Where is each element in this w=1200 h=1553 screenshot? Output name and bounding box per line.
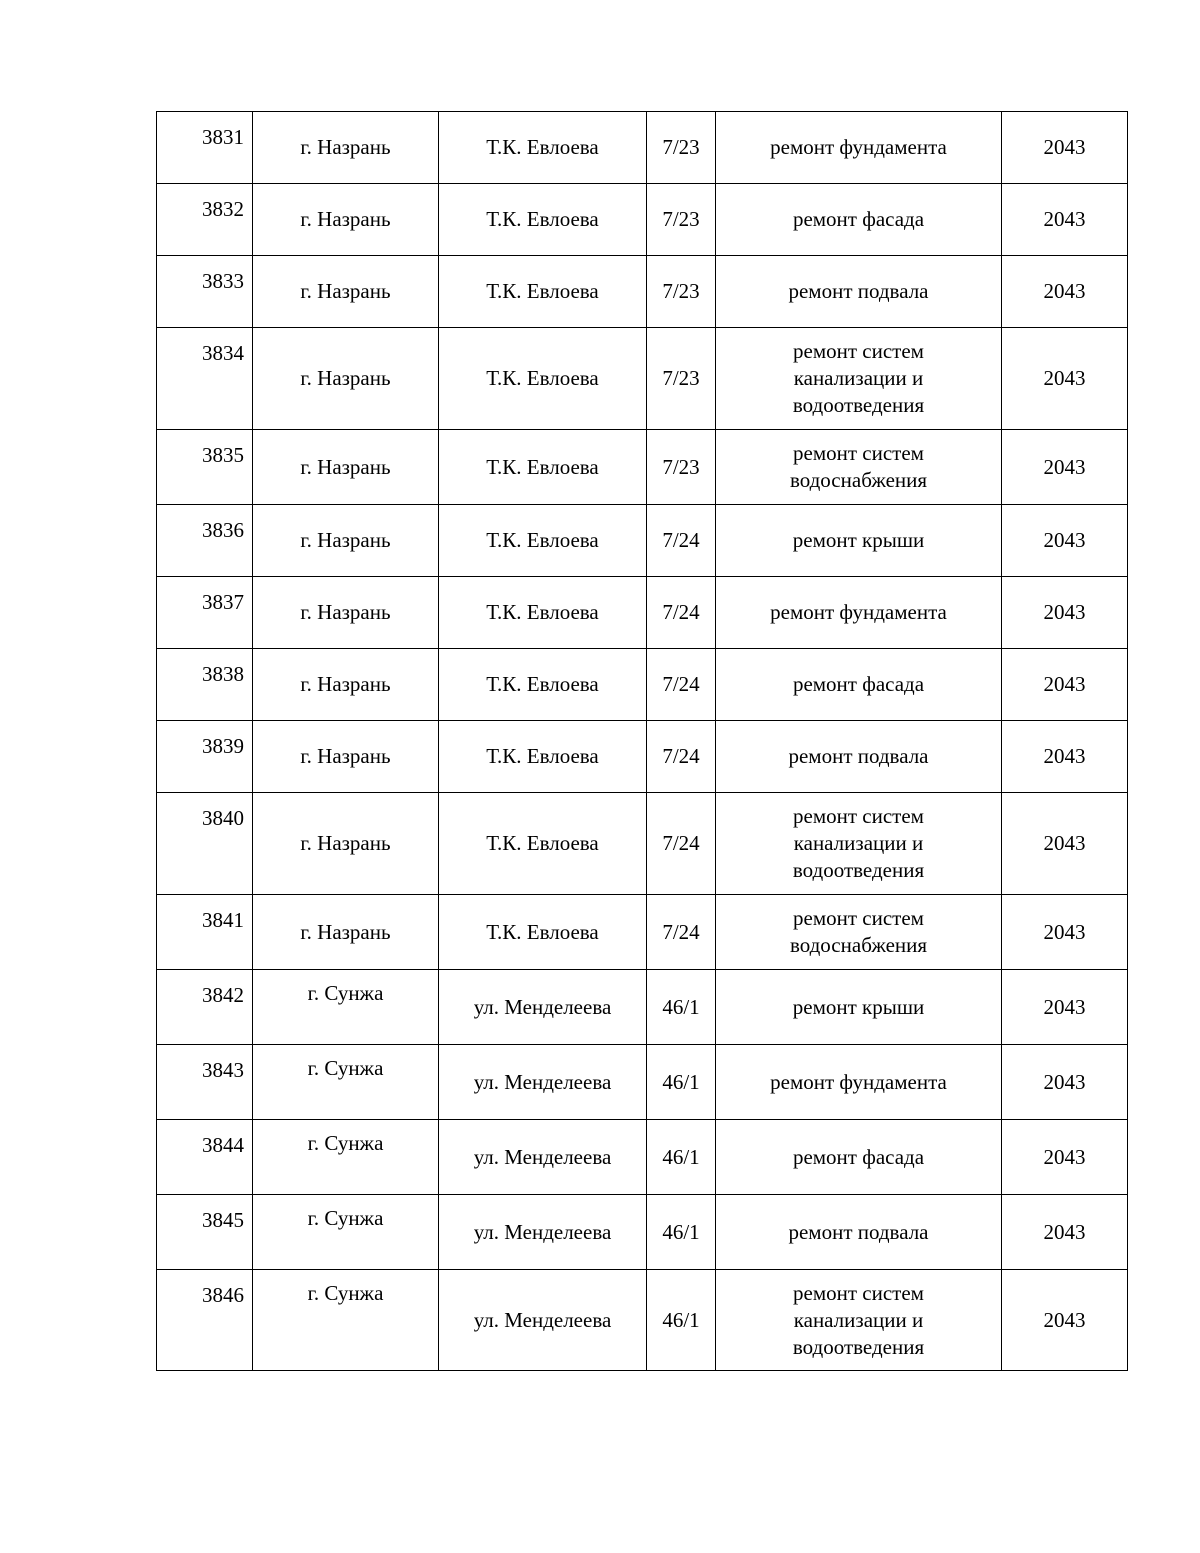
city-cell xyxy=(253,184,439,256)
house-number-cell-text: 46/1 xyxy=(662,1219,700,1244)
street-cell xyxy=(439,649,647,721)
city-cell-text: г. Назрань xyxy=(300,744,391,768)
house-number-cell xyxy=(647,328,716,430)
year-cell xyxy=(1002,649,1128,721)
city-cell-text: г. Сунжа xyxy=(307,1056,384,1080)
street-cell-text: Т.К. Евлоева xyxy=(486,744,599,768)
work-type-cell xyxy=(716,1270,1002,1371)
city-cell-text: г. Назрань xyxy=(300,279,391,303)
year-cell-text: 2043 xyxy=(1043,528,1086,552)
work-type-cell-text: ремонт фасада xyxy=(792,1144,925,1169)
row-number-text: 3833 xyxy=(202,269,244,293)
work-type-cell xyxy=(716,1045,1002,1120)
year-cell xyxy=(1002,328,1128,430)
table-row xyxy=(157,1120,1128,1195)
work-type-cell xyxy=(716,577,1002,649)
city-cell-text: г. Назрань xyxy=(300,528,391,552)
repair-schedule-table xyxy=(156,111,1128,1371)
street-cell-text: Т.К. Евлоева xyxy=(486,528,599,552)
row-number xyxy=(157,577,253,649)
work-type-cell xyxy=(716,895,1002,970)
house-number-cell xyxy=(647,256,716,328)
work-type-cell xyxy=(716,721,1002,793)
house-number-cell xyxy=(647,649,716,721)
table-row xyxy=(157,184,1128,256)
row-number-text: 3839 xyxy=(202,734,244,758)
year-cell xyxy=(1002,1120,1128,1195)
street-cell xyxy=(439,895,647,970)
year-cell-text: 2043 xyxy=(1043,1069,1086,1094)
year-cell xyxy=(1002,970,1128,1045)
street-cell-text: Т.К. Евлоева xyxy=(486,831,599,855)
table-row xyxy=(157,1195,1128,1270)
city-cell xyxy=(253,793,439,895)
year-cell xyxy=(1002,577,1128,649)
year-cell-text: 2043 xyxy=(1043,919,1086,944)
year-cell xyxy=(1002,430,1128,505)
row-number xyxy=(157,1045,253,1120)
house-number-cell-text: 7/24 xyxy=(662,528,700,552)
city-cell xyxy=(253,328,439,430)
work-type-cell xyxy=(716,112,1002,184)
row-number-text: 3837 xyxy=(202,590,244,614)
street-cell-text: Т.К. Евлоева xyxy=(486,279,599,303)
row-number-text: 3831 xyxy=(202,125,244,149)
house-number-cell-text: 7/23 xyxy=(662,279,700,303)
street-cell xyxy=(439,1045,647,1120)
row-number-text: 3844 xyxy=(202,1133,244,1157)
row-number xyxy=(157,1120,253,1195)
street-cell-text: ул. Менделеева xyxy=(473,1307,612,1332)
year-cell xyxy=(1002,895,1128,970)
row-number-text: 3843 xyxy=(202,1058,244,1082)
street-cell-text: Т.К. Евлоева xyxy=(486,454,599,479)
city-cell xyxy=(253,505,439,577)
city-cell xyxy=(253,1270,439,1371)
work-type-cell xyxy=(716,328,1002,430)
row-number xyxy=(157,430,253,505)
row-number-text: 3845 xyxy=(202,1208,244,1232)
street-cell-text: Т.К. Евлоева xyxy=(486,600,599,624)
city-cell xyxy=(253,577,439,649)
street-cell xyxy=(439,112,647,184)
house-number-cell-text: 7/23 xyxy=(662,454,700,479)
work-type-cell xyxy=(716,970,1002,1045)
house-number-cell xyxy=(647,1195,716,1270)
work-type-cell-text: ремонт фасада xyxy=(792,207,925,231)
street-cell-text: ул. Менделеева xyxy=(473,1219,612,1244)
house-number-cell xyxy=(647,430,716,505)
row-number-text: 3838 xyxy=(202,662,244,686)
year-cell-text: 2043 xyxy=(1043,744,1086,768)
row-number-text: 3835 xyxy=(202,443,244,467)
year-cell xyxy=(1002,1270,1128,1371)
year-cell xyxy=(1002,1045,1128,1120)
street-cell xyxy=(439,1120,647,1195)
row-number-text: 3842 xyxy=(202,983,244,1007)
street-cell-text: ул. Менделеева xyxy=(473,994,612,1019)
house-number-cell-text: 46/1 xyxy=(662,1144,700,1169)
year-cell xyxy=(1002,505,1128,577)
street-cell xyxy=(439,1270,647,1371)
house-number-cell-text: 7/24 xyxy=(662,744,700,768)
table-row xyxy=(157,970,1128,1045)
table-row xyxy=(157,505,1128,577)
table-row xyxy=(157,1270,1128,1371)
house-number-cell xyxy=(647,721,716,793)
table-row xyxy=(157,1045,1128,1120)
table-body xyxy=(157,112,1128,1371)
work-type-cell-text: ремонт подвала xyxy=(788,744,929,768)
row-number xyxy=(157,970,253,1045)
city-cell xyxy=(253,430,439,505)
house-number-cell xyxy=(647,577,716,649)
work-type-cell xyxy=(716,430,1002,505)
row-number-text: 3836 xyxy=(202,518,244,542)
work-type-cell-text: ремонт подвала xyxy=(788,1219,929,1244)
city-cell-text: г. Назрань xyxy=(300,207,391,231)
house-number-cell-text: 46/1 xyxy=(662,1307,700,1332)
work-type-cell xyxy=(716,256,1002,328)
house-number-cell-text: 7/23 xyxy=(662,207,700,231)
table-row xyxy=(157,895,1128,970)
year-cell-text: 2043 xyxy=(1043,135,1086,159)
year-cell-text: 2043 xyxy=(1043,1144,1086,1169)
row-number xyxy=(157,328,253,430)
street-cell xyxy=(439,328,647,430)
year-cell xyxy=(1002,721,1128,793)
row-number xyxy=(157,895,253,970)
year-cell xyxy=(1002,184,1128,256)
work-type-cell xyxy=(716,184,1002,256)
year-cell xyxy=(1002,793,1128,895)
row-number-text: 3834 xyxy=(202,341,244,365)
house-number-cell-text: 7/24 xyxy=(662,600,700,624)
city-cell xyxy=(253,721,439,793)
row-number xyxy=(157,184,253,256)
work-type-cell xyxy=(716,793,1002,895)
year-cell-text: 2043 xyxy=(1043,366,1086,390)
work-type-cell-text: ремонт фасада xyxy=(792,672,925,696)
city-cell-text: г. Назрань xyxy=(300,454,391,479)
work-type-cell-text: ремонт крыши xyxy=(792,528,925,552)
work-type-cell-text: ремонт систем канализации и водоотведения xyxy=(792,804,925,882)
year-cell-text: 2043 xyxy=(1043,672,1086,696)
table-row xyxy=(157,430,1128,505)
row-number xyxy=(157,112,253,184)
street-cell xyxy=(439,430,647,505)
house-number-cell xyxy=(647,1270,716,1371)
year-cell-text: 2043 xyxy=(1043,279,1086,303)
city-cell xyxy=(253,1045,439,1120)
city-cell-text: г. Сунжа xyxy=(307,1131,384,1155)
city-cell-text: г. Назрань xyxy=(300,600,391,624)
year-cell-text: 2043 xyxy=(1043,994,1086,1019)
house-number-cell-text: 7/24 xyxy=(662,919,700,944)
city-cell xyxy=(253,1195,439,1270)
street-cell-text: Т.К. Евлоева xyxy=(486,672,599,696)
work-type-cell-text: ремонт систем канализации и водоотведения xyxy=(792,1280,925,1359)
house-number-cell xyxy=(647,1120,716,1195)
row-number xyxy=(157,505,253,577)
house-number-cell-text: 7/23 xyxy=(662,366,700,390)
city-cell-text: г. Сунжа xyxy=(307,1281,384,1305)
row-number xyxy=(157,256,253,328)
year-cell-text: 2043 xyxy=(1043,207,1086,231)
house-number-cell xyxy=(647,184,716,256)
street-cell-text: Т.К. Евлоева xyxy=(486,919,599,944)
house-number-cell-text: 7/24 xyxy=(662,831,700,855)
work-type-cell-text: ремонт фундамента xyxy=(770,600,947,624)
street-cell-text: Т.К. Евлоева xyxy=(486,366,599,390)
street-cell xyxy=(439,256,647,328)
house-number-cell xyxy=(647,112,716,184)
year-cell xyxy=(1002,1195,1128,1270)
street-cell xyxy=(439,184,647,256)
street-cell xyxy=(439,505,647,577)
city-cell-text: г. Назрань xyxy=(300,366,391,390)
city-cell-text: г. Назрань xyxy=(300,135,391,159)
year-cell-text: 2043 xyxy=(1043,1219,1086,1244)
house-number-cell xyxy=(647,1045,716,1120)
city-cell-text: г. Назрань xyxy=(300,672,391,696)
year-cell xyxy=(1002,112,1128,184)
city-cell-text: г. Назрань xyxy=(300,831,391,855)
street-cell xyxy=(439,1195,647,1270)
table-row xyxy=(157,721,1128,793)
street-cell xyxy=(439,970,647,1045)
year-cell-text: 2043 xyxy=(1043,1307,1086,1332)
table-row xyxy=(157,112,1128,184)
house-number-cell-text: 46/1 xyxy=(662,1069,700,1094)
row-number-text: 3846 xyxy=(202,1283,244,1307)
year-cell-text: 2043 xyxy=(1043,454,1086,479)
row-number xyxy=(157,1270,253,1371)
city-cell xyxy=(253,649,439,721)
work-type-cell-text: ремонт крыши xyxy=(792,994,925,1019)
row-number xyxy=(157,1195,253,1270)
table-row xyxy=(157,256,1128,328)
street-cell-text: Т.К. Евлоева xyxy=(486,135,599,159)
work-type-cell-text: ремонт фундамента xyxy=(770,1069,947,1094)
row-number xyxy=(157,721,253,793)
city-cell xyxy=(253,112,439,184)
city-cell xyxy=(253,256,439,328)
city-cell-text: г. Сунжа xyxy=(307,1206,384,1230)
house-number-cell-text: 7/24 xyxy=(662,672,700,696)
year-cell xyxy=(1002,256,1128,328)
house-number-cell xyxy=(647,505,716,577)
house-number-cell xyxy=(647,970,716,1045)
row-number xyxy=(157,793,253,895)
city-cell xyxy=(253,895,439,970)
year-cell-text: 2043 xyxy=(1043,831,1086,855)
year-cell-text: 2043 xyxy=(1043,600,1086,624)
house-number-cell xyxy=(647,793,716,895)
street-cell xyxy=(439,577,647,649)
work-type-cell-text: ремонт систем водоснабжения xyxy=(789,906,928,957)
work-type-cell xyxy=(716,505,1002,577)
work-type-cell-text: ремонт систем водоснабжения xyxy=(789,441,928,492)
work-type-cell-text: ремонт систем канализации и водоотведения xyxy=(792,339,925,417)
street-cell xyxy=(439,721,647,793)
table-row xyxy=(157,649,1128,721)
row-number xyxy=(157,649,253,721)
table-row xyxy=(157,328,1128,430)
work-type-cell xyxy=(716,1120,1002,1195)
street-cell-text: ул. Менделеева xyxy=(473,1069,612,1094)
house-number-cell-text: 46/1 xyxy=(662,994,700,1019)
row-number-text: 3840 xyxy=(202,806,244,830)
house-number-cell xyxy=(647,895,716,970)
city-cell xyxy=(253,1120,439,1195)
city-cell-text: г. Сунжа xyxy=(307,981,384,1005)
work-type-cell xyxy=(716,1195,1002,1270)
work-type-cell xyxy=(716,649,1002,721)
row-number-text: 3832 xyxy=(202,197,244,221)
street-cell xyxy=(439,793,647,895)
table-row xyxy=(157,793,1128,895)
work-type-cell-text: ремонт фундамента xyxy=(770,135,947,159)
city-cell xyxy=(253,970,439,1045)
street-cell-text: ул. Менделеева xyxy=(473,1144,612,1169)
work-type-cell-text: ремонт подвала xyxy=(788,279,929,303)
street-cell-text: Т.К. Евлоева xyxy=(486,207,599,231)
table-row xyxy=(157,577,1128,649)
house-number-cell-text: 7/23 xyxy=(662,135,700,159)
city-cell-text: г. Назрань xyxy=(300,919,391,944)
row-number-text: 3841 xyxy=(202,908,244,932)
